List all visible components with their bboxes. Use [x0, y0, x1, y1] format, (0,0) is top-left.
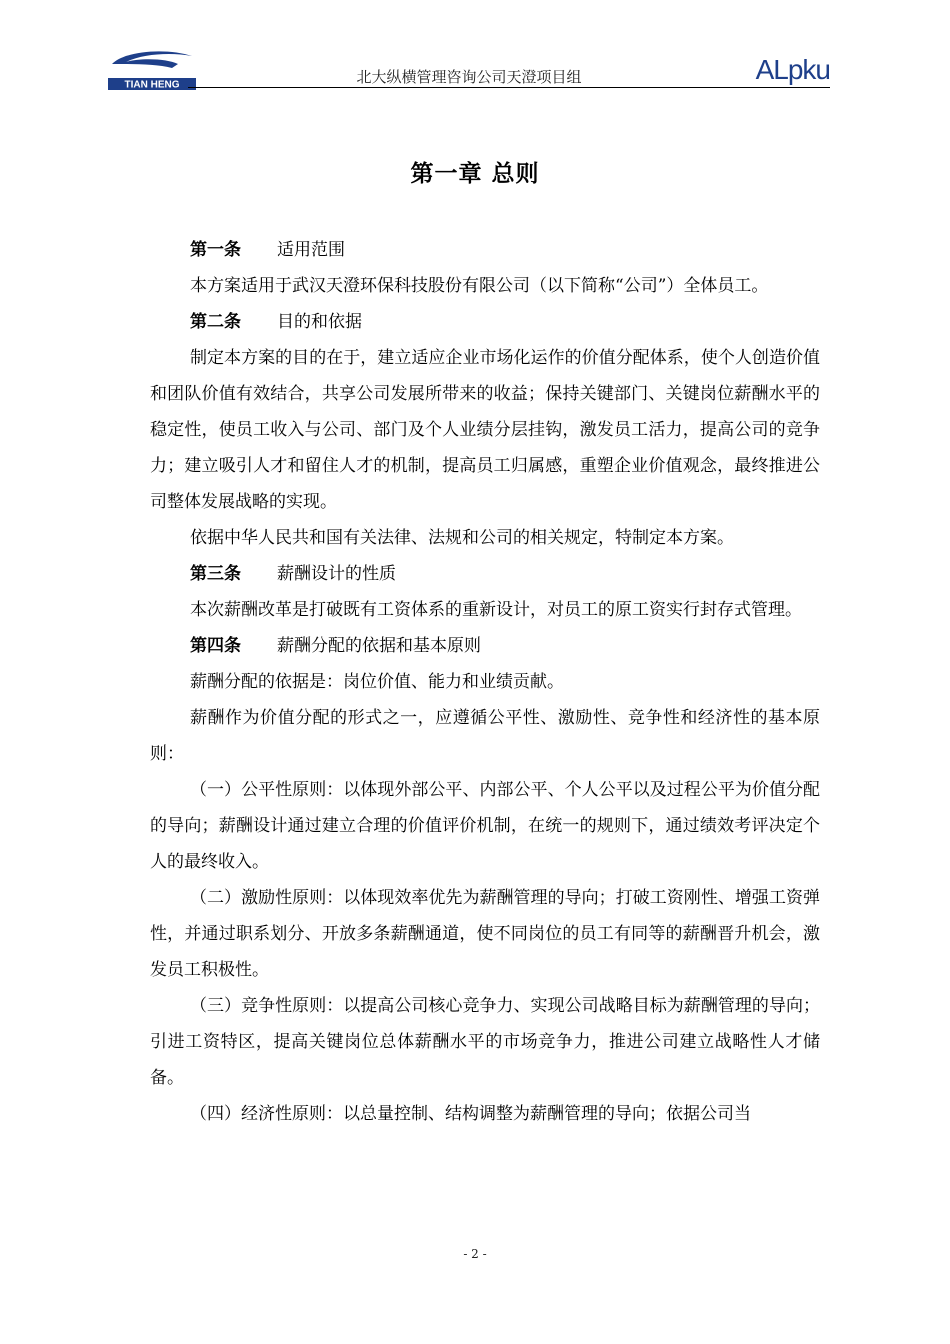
paragraph: （四）经济性原则：以总量控制、结构调整为薪酬管理的导向；依据公司当	[190, 1104, 751, 1124]
paragraph: （二）激励性原则：以体现效率优先为薪酬管理的导向；打破工资刚性、增强工资弹性，并通过职系划分、开放多条薪酬通道，使不同岗位的员工有同等的薪酬晋升机会，激发员工积极性。	[150, 888, 820, 980]
page-number: - 2 -	[463, 1247, 487, 1261]
paragraph: 制定本方案的目的在于，建立适应企业市场化运作的价值分配体系，使个人创造价值和团队价值有效结合，共享公司发展所带来的收益；保持关键部门、关键岗位薪酬水平的稳定性，使员工收入与公司、部门及个人业绩分层挂钩，激发员工活力，提高公司的竞争力；建立吸引人才和留住人才的机制，提高员工归属感，重塑企业价值观念，最终推进公司整体发展战略的实现。	[150, 348, 820, 512]
article-title: 薪酬分配的依据和基本原则	[277, 636, 481, 656]
paragraph: 本方案适用于武汉天澄环保科技股份有限公司（以下简称“公司”）全体员工。	[190, 276, 769, 296]
article-number: 第二条	[190, 312, 241, 332]
article-heading	[150, 556, 820, 592]
page-header	[108, 40, 830, 92]
alpku-logo: ALpku	[755, 54, 830, 85]
logo-left-text: TIAN HENG	[124, 79, 180, 90]
document-body	[150, 232, 820, 1132]
article-heading	[150, 304, 820, 340]
paragraph: （一）公平性原则：以体现外部公平、内部公平、个人公平以及过程公平为价值分配的导向；薪酬设计通过建立合理的价值评价机制，在统一的规则下，通过绩效考评决定个人的最终收入。	[150, 780, 820, 872]
paragraph: （三）竞争性原则：以提高公司核心竞争力、实现公司战略目标为薪酬管理的导向；引进工资特区，提高关键岗位总体薪酬水平的市场竞争力，推进公司建立战略性人才储备。	[150, 996, 820, 1088]
article-title: 适用范围	[277, 240, 345, 260]
article-number: 第四条	[190, 636, 241, 656]
article-number: 第一条	[190, 240, 241, 260]
article-heading	[150, 232, 820, 268]
paragraph: 依据中华人民共和国有关法律、法规和公司的相关规定，特制定本方案。	[190, 528, 734, 548]
paragraph: 本次薪酬改革是打破既有工资体系的重新设计，对员工的原工资实行封存式管理。	[190, 600, 802, 620]
paragraph: 薪酬作为价值分配的形式之一，应遵循公平性、激励性、竞争性和经济性的基本原则：	[150, 708, 820, 764]
header-divider	[188, 87, 830, 88]
header-title: 北大纵横管理咨询公司天澄项目组	[356, 68, 582, 86]
paragraph: 薪酬分配的依据是：岗位价值、能力和业绩贡献。	[190, 672, 564, 692]
article-title: 薪酬设计的性质	[277, 564, 396, 584]
article-title: 目的和依据	[277, 312, 362, 332]
article-number: 第三条	[190, 564, 241, 584]
article-heading	[150, 628, 820, 664]
chapter-title: 第一章 总则	[410, 161, 540, 187]
